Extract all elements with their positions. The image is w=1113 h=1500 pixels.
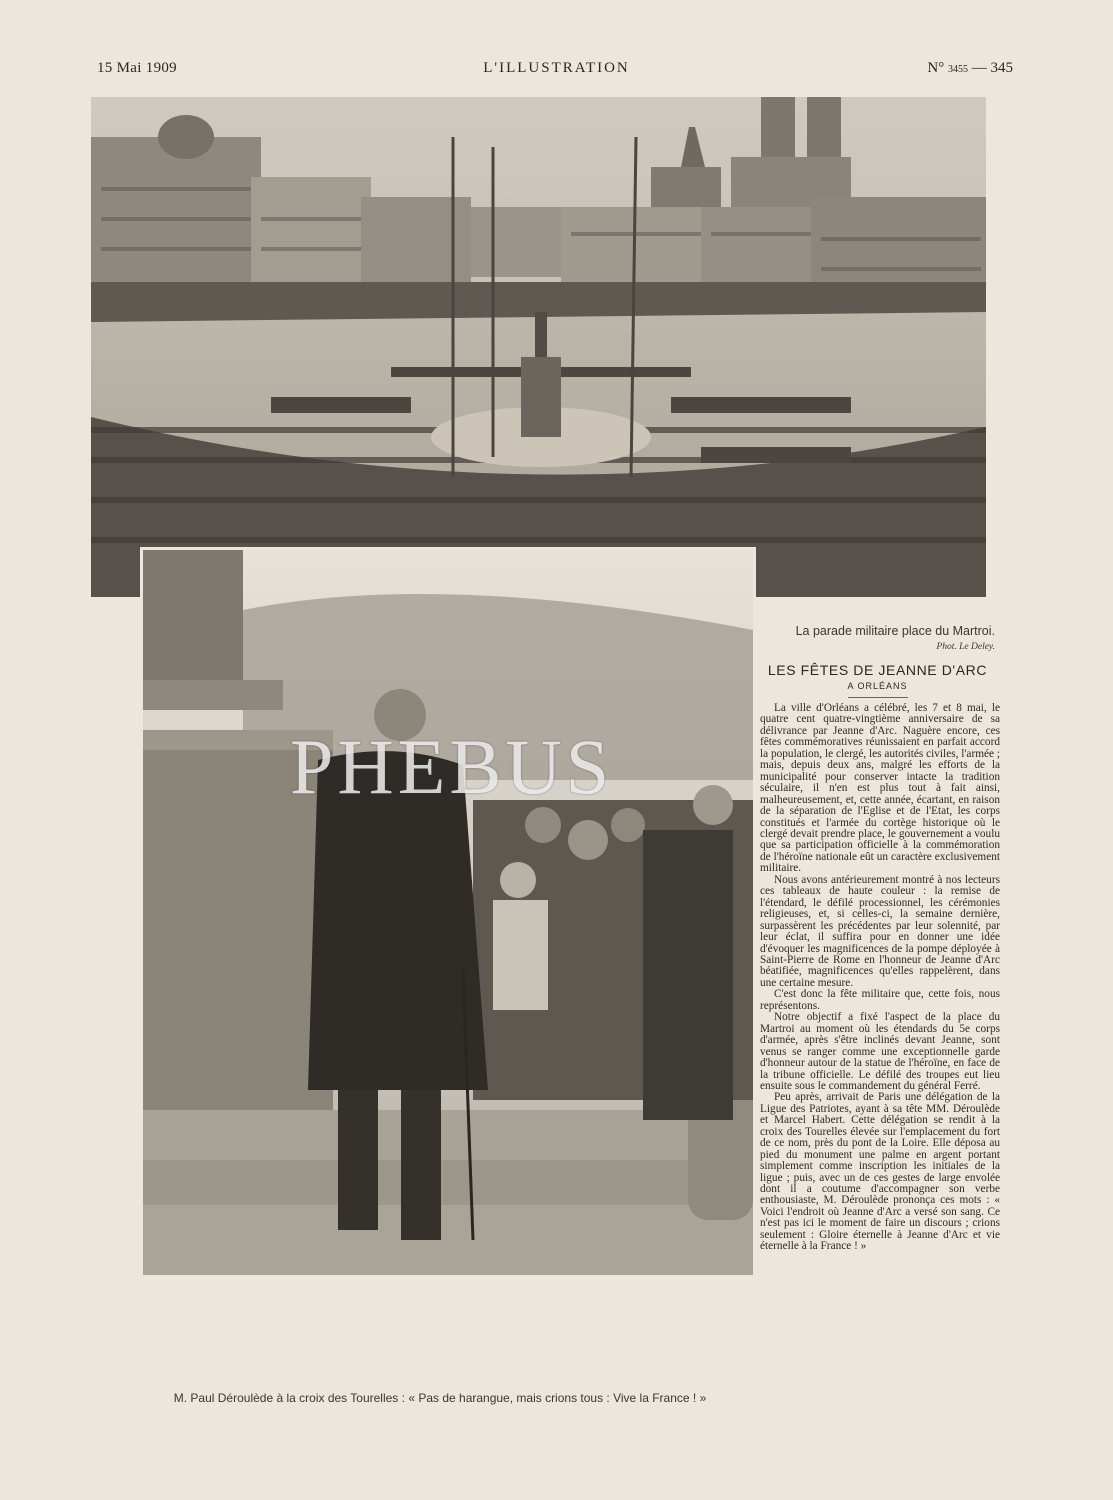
article-paragraph: La ville d'Orléans a célébré, les 7 et 8 mai, le quatre cent quatre-vingtième anniversaire de sa délivrance par Jeanne d'Arc. Naguère encore, ces fêtes commémoratives réunissaient en parfait accord la population, le clergé, les autorités civiles, l'armée ; mais, depuis deux ans, malgré les efforts de la municipalité pour conserver intacte la tradition séculaire, il n'en est plus tout à fait ainsi, malheureusement, et, cette année, écartant, en raison de la séparation de l'Eglise et de l'Etat, les corps constitués et l'armée du cortège historique où le clergé devait prendre place, le gouvernement a voulu que sa participation officielle à la commémoration de l'héroïne nationale eût un caractère exclusivement militaire.	[760, 702, 1000, 875]
issue-number: 3455	[948, 64, 968, 75]
article-title: LES FÊTES DE JEANNE D'ARC	[767, 662, 988, 678]
parade-photo-image	[91, 97, 986, 597]
watermark: PHEBUS	[290, 723, 614, 810]
article-paragraph: Notre objectif a fixé l'aspect de la place du Martroi au moment où les étendards du 5e corps d'armée, après s'être inclinés devant Jeanne, sont venus se ranger comme une exceptionnelle garde d'honneur autour de la statue de l'héroïne, en face de la tribune officielle. Le défilé des troupes eut lieu ensuite sous le commandement du général Ferré.	[760, 1011, 1000, 1092]
article-paragraph: Nous avons antérieurement montré à nos lecteurs ces tableaux de haute couleur : la remise de l'étendard, le défilé processionnel, les cérémonies religieuses, et, si celles-ci, la semaine dernière, surpassèrent les précédentes par leur solennité, par leur éclat, il suffira pour en donner une idée d'évoquer les magnificences de la pompe déployée à Saint-Pierre de Rome en l'honneur de Jeanne d'Arc béatifiée, magnificences qu'elles rappelèrent, dans une certaine mesure.	[760, 873, 1000, 989]
bottom-photo-caption: M. Paul Déroulède à la croix des Tourelles : « Pas de harangue, mais crions tous : Vive la France ! »	[173, 1391, 707, 1405]
article-paragraph: Peu après, arrivait de Paris une délégation de la Ligue des Patriotes, ayant à sa tête MM. Déroulède et Marcel Habert. Cette délégation se rendit à la croix des Tourelles élevée sur l'emplacement du fort de ce nom, près du pont de la Loire. Elle déposa au pied du monument une palme en argent portant simplement comme inscription les initiales de la ligue ; puis, avec un de ces gestes de large envolée dont il a coutume d'accompagner son verbe enthousiaste, M. Déroulède prononça ces mots : « Voici l'endroit où Jeanne d'Arc a versé son sang. Ce n'est pas ici le moment de faire un discours ; crions seulement : Gloire éternelle à Jeanne d'Arc et vie éternelle à la France ! »	[760, 1091, 1000, 1253]
header-title: L'ILLUSTRATION	[483, 60, 630, 76]
article-body	[760, 703, 1000, 1253]
page-number: — 345	[971, 60, 1013, 76]
article-divider	[848, 697, 908, 698]
issue-prefix: N°	[927, 60, 945, 76]
parade-photo	[91, 97, 986, 597]
header-date: 15 Mai 1909	[97, 60, 177, 76]
top-photo-caption: La parade militaire place du Martroi.	[795, 624, 995, 638]
article-subtitle: A ORLÉANS	[847, 681, 908, 691]
header-issue	[927, 60, 1013, 77]
deroulede-photo	[140, 547, 756, 1278]
deroulede-photo-image	[143, 550, 753, 1275]
top-photo-credit: Phot. Le Deley.	[936, 642, 995, 652]
article-paragraph: C'est donc la fête militaire que, cette fois, nous représentons.	[760, 988, 1000, 1012]
